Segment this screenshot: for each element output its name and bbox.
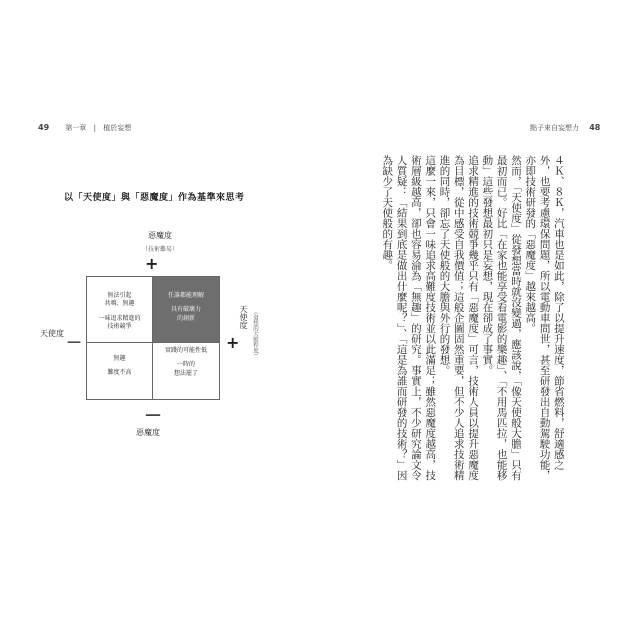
axis-bottom-sign: － — [144, 406, 162, 427]
quadrant-text: 技術競爭 — [107, 323, 132, 331]
axis-left-sign: － — [66, 333, 83, 352]
axis-bottom-label: 惡魔度 — [136, 428, 160, 437]
left-chapter-label: 第一章 — [65, 124, 87, 132]
left-page-number: 49 — [38, 123, 50, 132]
quadrant-text: 難度不高 — [107, 369, 132, 377]
axis-right-main: 天使度 — [239, 305, 248, 329]
paragraph: ４Ｋ、８Ｋ，汽車也是如此，除了以提升速度，節省燃料，舒適感之外，也要考慮環保問題，所以電動車問世，甚至研發出自動駕駛功能，亦即技術研發的「惡魔度」越來越高。 — [524, 155, 565, 481]
body-text — [380, 155, 566, 485]
right-page-number: 48 — [589, 123, 601, 132]
quadrant-text: 實踐的可能性低 — [164, 347, 207, 354]
paragraph: 追求精進的技術競爭幾乎只有「惡魔度」可言，技術人員以提升惡魔度為目標，從中感受自我價值；這般企圖固然重要，但不少人追求技術精進的同時，卻忘了天使般的大膽與外行的發想。 — [438, 155, 480, 481]
axis-right-label — [238, 305, 259, 359]
left-chapter-title: 植於妄想 — [103, 124, 132, 132]
quadrant-text: 任誰都能理解 — [167, 292, 204, 299]
quadrant-text: 共鳴、無趣 — [104, 300, 135, 308]
axis-right-sign: + — [226, 333, 240, 352]
axis-top-main: 惡魔度 — [148, 231, 172, 240]
paragraph: 然而，「天使度」從發想當時就沒變過，應該說，「像天使般大膽」只有最初而已。好比「在家也能享受看電影的樂趣」、「不用馬匹拉，也能移動」這些發想最初只是妄想，現在卻成了事實。 — [481, 155, 522, 481]
quadrant-text: 具有破壞力 — [170, 306, 201, 314]
quadrant-bottom-right — [153, 343, 219, 399]
left-header-separator: | — [93, 124, 96, 132]
quadrant-top-right — [153, 277, 219, 343]
right-page-header — [530, 123, 600, 133]
quadrant-text: 一味追求精進的 — [98, 314, 141, 322]
paragraph: 這麼一來，只會一味追求高難度技術並以此滿足；雖然惡魔度越高，技術層級越高，卻也容易淪為「無趣」的研究。事實上，不少研究論文令人質疑：「結果到底是做出什麼呢？」、「這是為誰而研發的技術？」因為缺少了天使般的有趣。 — [381, 155, 437, 481]
quadrant-text: 一時的 — [176, 361, 195, 369]
axis-right-sub: （發想的大膽程度） — [252, 309, 258, 359]
axis-left-label: 天使度 — [40, 329, 64, 338]
quadrant-text: 無趣 — [113, 355, 126, 362]
quadrant-text: 的創新 — [176, 314, 195, 322]
quadrant-top-left — [87, 277, 153, 343]
quadrant-text: 想法罷了 — [173, 369, 198, 377]
axis-top-label — [140, 230, 180, 253]
axis-top-sub: （技術難易） — [141, 246, 178, 253]
left-page-header — [38, 123, 131, 133]
axis-top-sign: + — [145, 254, 159, 273]
quadrant-text: 無法引起 — [107, 292, 132, 299]
quadrant-grid — [86, 276, 220, 400]
figure-title: 以「天使度」與「惡魔度」作為基準來思考 — [64, 193, 245, 203]
quadrant-bottom-left — [87, 343, 153, 399]
right-chapter-title: 點子來自妄想力 — [530, 124, 579, 132]
